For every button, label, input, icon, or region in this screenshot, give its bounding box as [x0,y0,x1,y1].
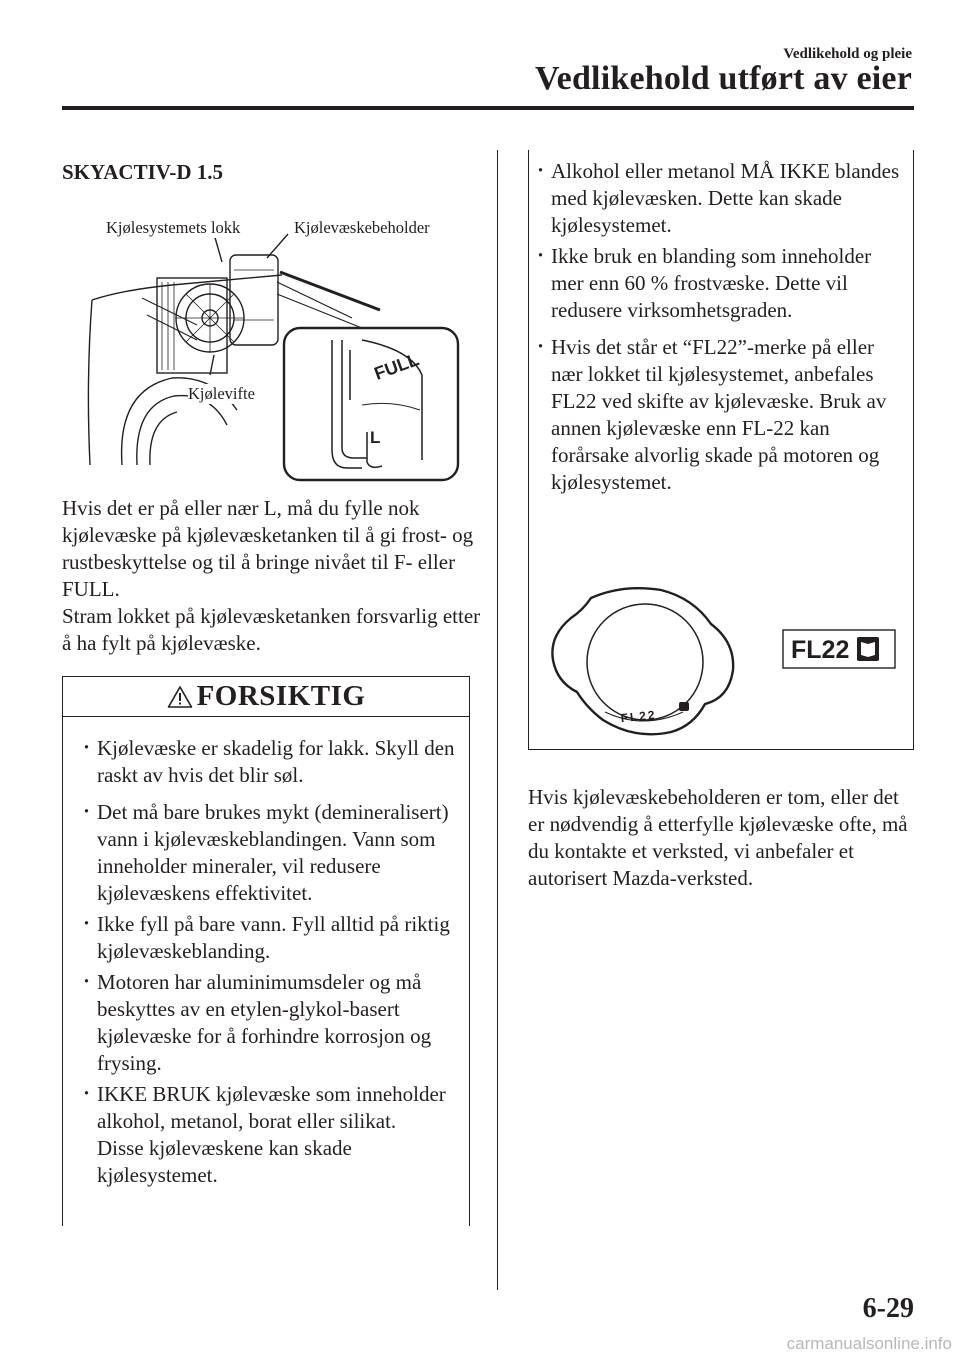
empty-reservoir-paragraph: Hvis kjølevæskebeholderen er tom, eller det er nødvendig å etterfylle kjølevæske ofte, må du kontakte et verksted, vi anbefaler et autorisert Mazda-verksted. [528,785,908,890]
label-cooling-cap: Kjølesystemets lokk [106,218,241,237]
caution-item: · Ikke fyll på bare vann. Fyll alltid på riktig kjølevæskeblanding. [85,911,455,965]
caution-list-continued [529,150,913,496]
inset-full-mark: FULL [371,349,422,384]
caution-title: FORSIKTIG [196,680,366,712]
fl22-cap-figure [543,580,899,740]
label-cooling-fan: Kjølevifte [188,384,255,403]
fl22-badge-text: FL22 [791,636,850,664]
cap-fl22-text: FL22 [619,707,658,726]
caution-item-text: IKKE BRUK kjølevæske som inneholder alkohol, metanol, borat eller silikat. [97,1082,446,1133]
engine-bay-illustration [62,200,472,490]
page-number: 6-29 [862,1293,914,1324]
engine-bay-figure [62,200,472,490]
inset-low-mark: L [370,428,381,447]
caution-item: · Kjølevæske er skadelig for lakk. Skyll den raskt av hvis det blir søl. [85,735,455,789]
label-coolant-reservoir: Kjølevæskebeholder [294,218,430,237]
caution-item: · Det må bare brukes mykt (demineralisert) vann i kjølevæskeblandingen. Vann som inneholder mineraler, vil redusere kjølevæskens effektivitet. [85,799,455,907]
refill-instructions [62,495,482,657]
site-watermark: carmanualsonline.info [786,1334,952,1353]
caution-item: · Motoren har aluminimumsdeler og må beskyttes av en etylen-glykol-basert kjølevæske for å forhindre korrosjon og frysing. [85,969,455,1077]
caution-item: · Ikke bruk en blanding som inneholder mer enn 60 % frostvæske. Dette vil redusere virksomhetsgraden. [539,243,903,324]
manual-book-icon [857,637,879,661]
caution-item-extra: Disse kjølevæskene kan skade kjølesystemet. [97,1136,352,1187]
header-rule [62,106,914,110]
warning-triangle-icon [167,685,193,709]
caution-box [62,676,470,1226]
header-section-name: Vedlikehold og pleie [783,46,912,62]
refill-paragraph: Hvis det er på eller nær L, må du fylle nok kjølevæske på kjølevæsketanken til å gi frost- og rustbeskyttelse og til å bringe nivået til F- eller FULL. [62,496,474,601]
caution-box-continued [528,150,914,750]
tighten-cap-paragraph: Stram lokket på kjølevæsketanken forsvarlig etter å ha fylt på kjølevæske. [62,604,481,655]
caution-item: · Alkohol eller metanol MÅ IKKE blandes med kjølevæsken. Dette kan skade kjølesystemet. [539,158,903,239]
caution-list [63,717,469,1189]
caution-item [85,1081,455,1189]
column-divider [497,150,498,1290]
caution-header [63,677,469,717]
section-heading: SKYACTIV-D 1.5 [62,160,224,184]
caution-item: · Hvis det står et “FL22”-merke på eller nær lokket til kjølesystemet, anbefales FL22 ved skifte av kjølevæske. Bruk av annen kjølevæske enn FL-22 kan forårsake alvorlig skade på motoren og kjølesystemet. [539,334,903,496]
fl22-cap-illustration [543,580,899,740]
page-title: Vedlikehold utført av eier [535,60,912,97]
